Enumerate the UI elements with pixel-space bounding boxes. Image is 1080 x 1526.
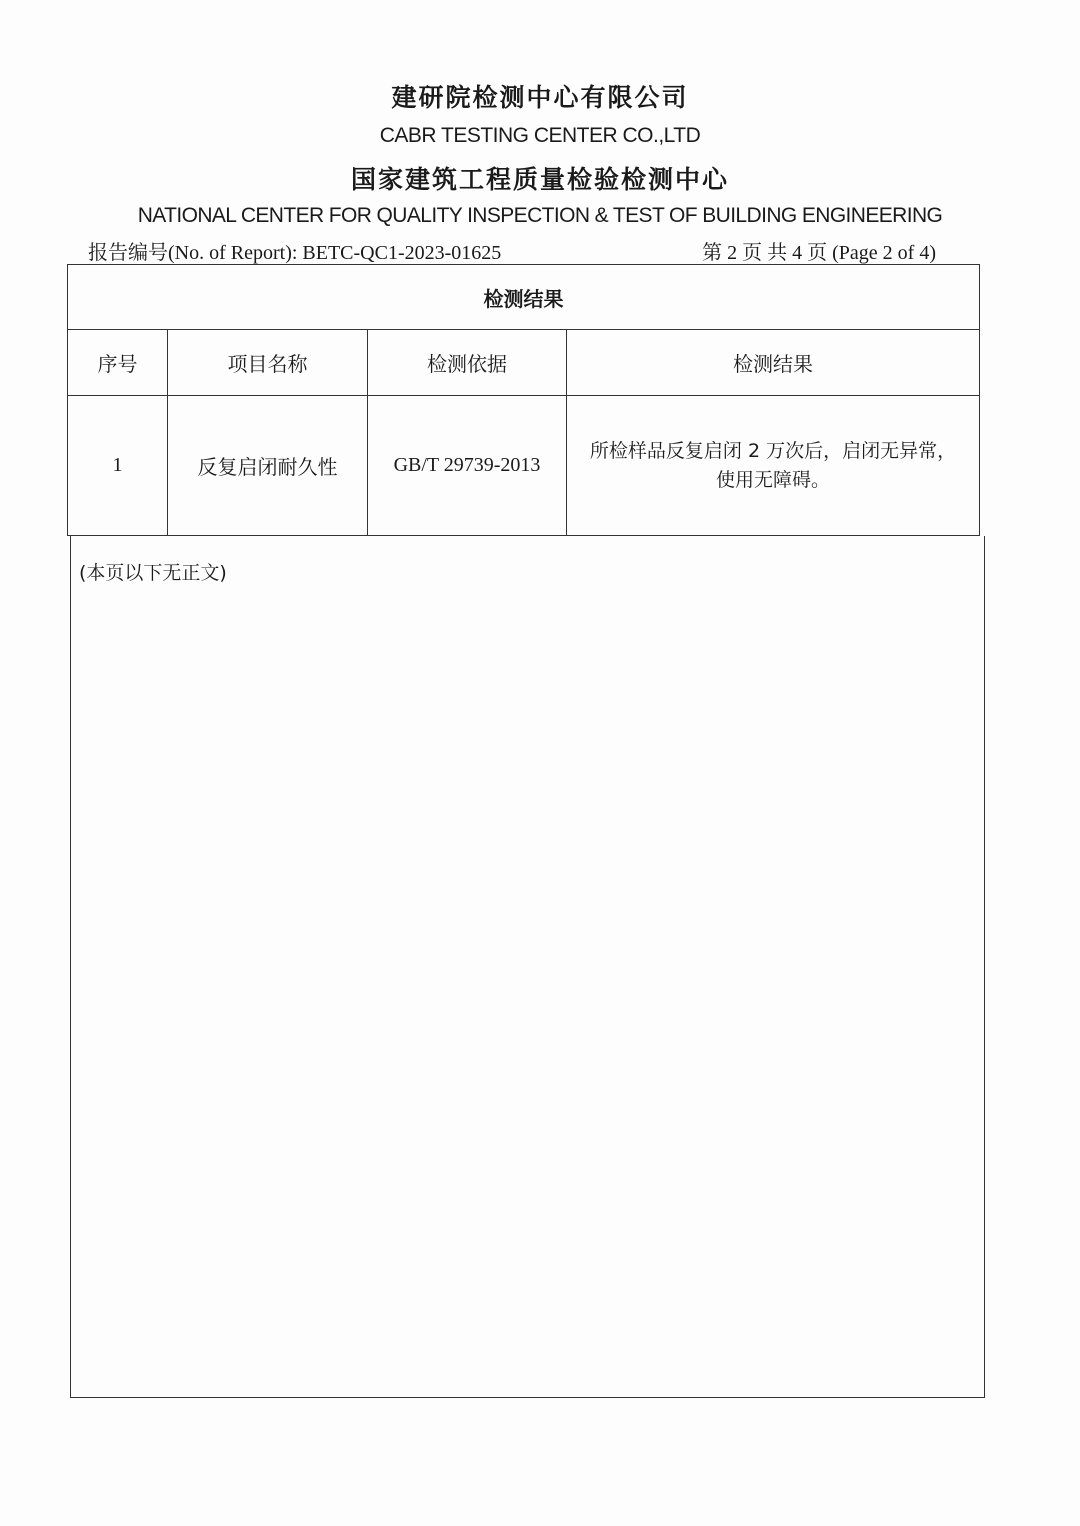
company-name-cn: 建研院检测中心有限公司 [391,83,689,112]
row-no-cell: 1 [68,396,168,535]
company-name-en: CABR TESTING CENTER CO.,LTD [379,124,701,147]
results-table-title: 检测结果 [68,265,979,330]
center-name-en: NATIONAL CENTER FOR QUALITY INSPECTION & TEST OF BUILDING ENGINEERING [137,204,943,227]
row-basis-cell: GB/T 29739-2013 [368,396,567,535]
report-number: 报告编号(No. of Report): BETC-QC1-2023-01625 [88,242,502,264]
row-item-cell: 反复启闭耐久性 [168,396,368,535]
row-result-text [582,437,964,495]
row-result-cell [567,396,979,535]
column-header-result: 检测结果 [733,352,813,376]
result-line-2: 使用无障碍。 [715,468,830,491]
report-info-line [88,236,936,264]
table-header-row [68,330,979,396]
page-number: 第 2 页 共 4 页 (Page 2 of 4) [702,242,936,264]
blank-content-area [70,536,985,1398]
no-further-text-note: (本页以下无正文) [79,562,227,584]
results-table [67,264,980,536]
result-line-1: 所检样品反复启闭 2 万次后，启闭无异常， [589,439,957,462]
column-header-basis: 检测依据 [368,330,567,395]
column-header-item: 项目名称 [168,330,368,395]
center-name-cn: 国家建筑工程质量检验检测中心 [350,165,729,194]
column-header-no: 序号 [68,330,168,395]
table-row [68,396,979,535]
